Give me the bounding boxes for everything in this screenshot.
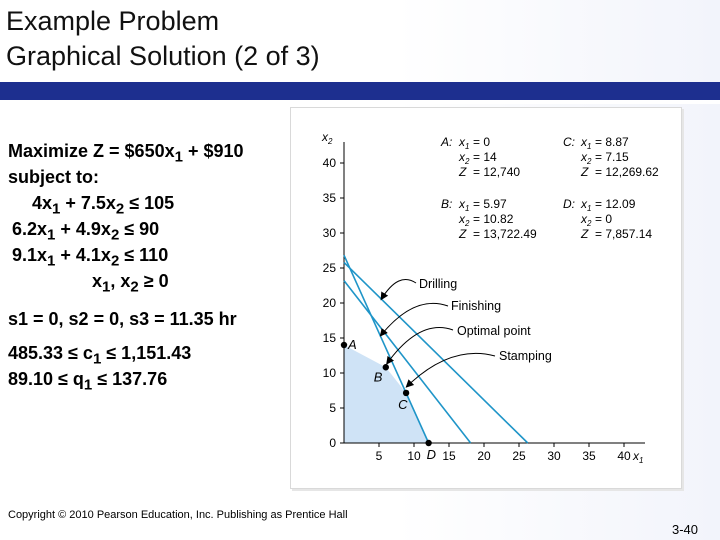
constraint-text: ≥ 0	[138, 271, 169, 291]
y-tick-label: 35	[322, 191, 336, 205]
table-value: = 14	[473, 150, 497, 164]
x-axis-label: $x_1$	[633, 449, 644, 465]
range-text: ≤ 137.76	[92, 369, 168, 389]
table-value: = 12,269.62	[595, 165, 659, 179]
constraint-text: , x	[110, 271, 131, 291]
table-var: $x_1$	[581, 197, 592, 213]
subscript: 1	[174, 148, 183, 166]
table-var: Z	[581, 227, 589, 241]
range-text: ≤ 1,151.43	[101, 343, 192, 363]
subscript: 1	[102, 278, 111, 296]
objective-text: Maximize Z = $650x	[8, 141, 175, 161]
page-number: 3-40	[672, 522, 699, 537]
y-tick-label: 30	[322, 226, 336, 240]
corner-point-a	[341, 342, 347, 348]
title-bar	[0, 82, 720, 102]
x-tick-label: 35	[582, 449, 596, 463]
corner-label-b: B	[373, 369, 383, 385]
y-tick-label: 5	[329, 401, 336, 415]
slack-values: s1 = 0, s2 = 0, s3 = 11.35 hr	[8, 309, 237, 329]
x-tick-label: 5	[375, 449, 383, 463]
table-value: = 12.09	[595, 197, 636, 211]
x-tick-label: 10	[407, 449, 421, 463]
table-point-c: C:	[563, 135, 575, 149]
y-axis-label: $x_2$	[322, 130, 333, 146]
y-tick-label: 0	[329, 436, 336, 450]
table-var: $x_2$	[581, 150, 592, 166]
table-value: = 7.15	[595, 150, 629, 164]
callout-arrow-1	[381, 279, 416, 299]
title-bar-gap	[0, 100, 720, 104]
subscript: 2	[110, 252, 120, 270]
feasible-region	[344, 345, 429, 443]
callout-arrow-4	[406, 353, 495, 387]
table-value: = 13,722.49	[473, 227, 537, 241]
table-var: $x_2$	[459, 150, 470, 166]
x-tick-label: 20	[477, 449, 491, 463]
subscript: 1	[47, 226, 56, 244]
y-tick-label: 40	[322, 156, 336, 170]
x-tick-label: 30	[547, 449, 561, 463]
table-var: Z	[459, 227, 467, 241]
copyright-footer: Copyright © 2010 Pearson Education, Inc. Publishing as Prentice Hall	[8, 509, 348, 521]
nonnegativity	[92, 268, 169, 301]
table-value: = 5.97	[473, 197, 507, 211]
y-tick-label: 15	[322, 331, 336, 345]
subscript: 1	[52, 200, 61, 218]
table-value: = 12,740	[473, 165, 521, 179]
y-tick-label: 10	[322, 366, 336, 380]
subscript: 2	[115, 200, 125, 218]
range-q1	[8, 366, 167, 399]
table-var: $x_1$	[581, 135, 592, 151]
corner-label-d: D	[426, 447, 437, 462]
subject-to: subject to:	[8, 167, 100, 187]
objective-text-2: + $910	[182, 141, 244, 161]
subscript: 1	[47, 252, 56, 270]
title-line-1: Example Problem	[6, 6, 220, 36]
x-tick-label: 25	[512, 449, 526, 463]
table-value: = 8.87	[595, 135, 629, 149]
title-line-2: Graphical Solution (2 of 3)	[6, 41, 320, 71]
callout-label-3: Optimal point	[457, 324, 531, 338]
table-value: = 0	[473, 135, 491, 149]
subscript: 1	[92, 350, 102, 368]
y-tick-label: 25	[322, 261, 336, 275]
constraint-text: ≤ 90	[119, 219, 160, 239]
range-text: 485.33 ≤ c	[8, 343, 93, 363]
subscript: 2	[130, 278, 139, 296]
constraint-text: ≤ 110	[119, 245, 169, 265]
range-text: 89.10 ≤ q	[8, 369, 84, 389]
constraint-text: + 4.9x	[55, 219, 111, 239]
constraint-text: 6.2x	[12, 219, 48, 239]
corner-point-d	[425, 440, 431, 446]
constraint-text: x	[92, 271, 103, 291]
table-var: $x_2$	[459, 212, 470, 228]
callout-label-4: Stamping	[499, 349, 552, 363]
table-point-d: D:	[563, 197, 575, 211]
corner-point-b	[383, 364, 389, 370]
constraint-text: 4x	[32, 193, 53, 213]
table-value: = 10.82	[473, 212, 514, 226]
corner-label-c: C	[398, 396, 408, 412]
table-point-b: B:	[441, 197, 453, 211]
table-var: Z	[459, 165, 467, 179]
x-tick-label: 15	[442, 449, 456, 463]
constraint-text: 9.1x	[12, 245, 48, 265]
table-value: = 7,857.14	[595, 227, 653, 241]
x-tick-label: 40	[617, 449, 631, 463]
table-value: = 0	[595, 212, 613, 226]
table-var: Z	[581, 165, 589, 179]
constraint-text: ≤ 105	[124, 193, 175, 213]
table-var: $x_1$	[459, 135, 470, 151]
corner-label-a: A	[348, 337, 357, 352]
graph-figure	[290, 107, 682, 489]
table-var: $x_2$	[581, 212, 592, 228]
table-point-a: A:	[441, 135, 453, 149]
y-tick-label: 20	[322, 296, 336, 310]
constraint-text: + 7.5x	[60, 193, 116, 213]
slide-title	[6, 4, 320, 74]
callout-label-2: Finishing	[451, 299, 502, 313]
subscript: 2	[110, 226, 120, 244]
constraint-text: + 4.1x	[55, 245, 111, 265]
table-var: $x_1$	[459, 197, 470, 213]
callout-label-1: Drilling	[419, 277, 458, 291]
subscript: 1	[83, 376, 93, 394]
callout-arrow-3	[387, 328, 453, 364]
graph-svg	[291, 108, 681, 488]
corner-point-c	[403, 390, 409, 396]
